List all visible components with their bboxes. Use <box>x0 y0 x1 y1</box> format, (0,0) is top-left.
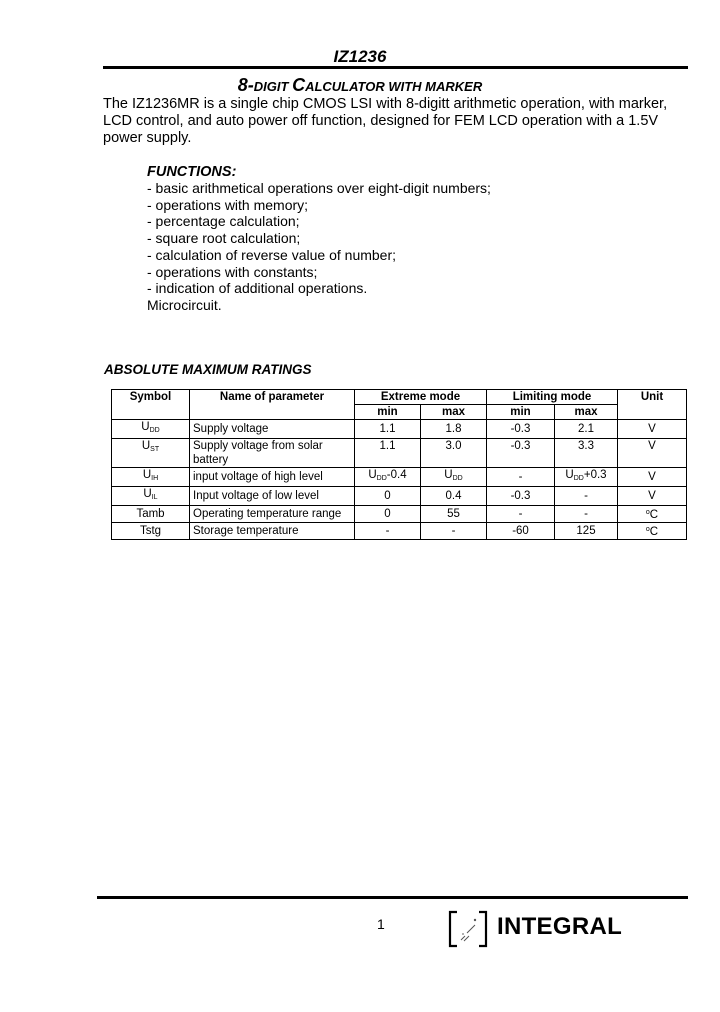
function-item: - percentage calculation; <box>147 213 300 230</box>
integral-logo-icon <box>448 910 488 948</box>
parameter-cell: Operating temperature range <box>190 506 355 523</box>
unit-cell: $^o$C <box>618 506 687 523</box>
extreme-max-cell: 3.0 <box>421 439 487 468</box>
table-row <box>112 523 687 540</box>
header-limiting-max: max <box>555 405 618 420</box>
limiting-max-cell: - <box>555 506 618 523</box>
extreme-min-cell: 1.1 <box>355 439 421 468</box>
parameter-cell: input voltage of high level <box>190 468 355 487</box>
table-row <box>112 439 687 468</box>
header-unit: Unit <box>618 390 687 420</box>
limiting-min-cell: -0.3 <box>487 420 555 439</box>
extreme-min-cell: 1.1 <box>355 420 421 439</box>
page-number: 1 <box>377 916 385 932</box>
function-item: - square root calculation; <box>147 230 301 247</box>
unit-cell: $^o$C <box>618 523 687 540</box>
subtitle-initial: C <box>292 75 306 95</box>
header-limiting: Limiting mode <box>487 390 618 405</box>
extreme-min-cell: 0 <box>355 506 421 523</box>
table-row <box>112 420 687 439</box>
limiting-max-cell: $U_{DD}+0.3$ <box>555 468 618 487</box>
parameter-cell: Supply voltage <box>190 420 355 439</box>
function-item: - basic arithmetical operations over eight-digit numbers; <box>147 180 491 196</box>
top-rule <box>103 66 688 69</box>
unit-cell: V <box>618 420 687 439</box>
subtitle-dash: - <box>247 75 254 95</box>
bottom-rule <box>97 896 688 899</box>
unit-cell: V <box>618 468 687 487</box>
symbol-cell: $U_{DD}$ <box>112 420 190 439</box>
symbol-cell: $U_{IL}$ <box>112 487 190 506</box>
extreme-min-cell: - <box>355 523 421 540</box>
header-symbol: Symbol <box>112 390 190 420</box>
function-item: - operations with memory; <box>147 196 309 213</box>
header-name: Name of parameter <box>190 390 355 420</box>
limiting-min-cell: -60 <box>487 523 555 540</box>
parameter-cell: Storage temperature <box>190 523 355 540</box>
extreme-max-cell: - <box>421 523 487 540</box>
parameter-cell: Input voltage of low level <box>190 487 355 506</box>
function-item: - calculation of reverse value of number; <box>147 246 397 263</box>
table-row <box>112 506 687 523</box>
header-extreme-max: max <box>421 405 487 420</box>
document-title: IZ1236 <box>333 47 387 66</box>
limiting-max-cell: 2.1 <box>555 420 618 439</box>
subtitle-rest: ALCULATOR WITH MARKER <box>305 79 483 94</box>
functions-list <box>147 180 491 314</box>
limiting-min-cell: - <box>487 468 555 487</box>
symbol-cell: Tamb <box>112 506 190 523</box>
subtitle-digit-word: DIGIT <box>253 79 293 94</box>
document-subtitle <box>0 75 720 96</box>
intro-paragraph: The IZ1236MR is a single chip CMOS LSI with 8-digitt arithmetic operation, with marker, LCD control, and auto power off function, designed for FEM LCD operation with a 1.5V power supply. <box>103 96 668 146</box>
subtitle-digit-count: 8 <box>237 75 248 95</box>
table-row <box>112 468 687 487</box>
extreme-min-cell: 0 <box>355 487 421 506</box>
brand-name: INTEGRAL <box>497 913 623 940</box>
functions-heading: FUNCTIONS: <box>147 164 237 180</box>
symbol-cell: $U_{ST}$ <box>112 439 190 468</box>
ratings-heading: ABSOLUTE MAXIMUM RATINGS <box>104 362 312 377</box>
function-item: - indication of additional operations. <box>147 280 368 297</box>
header-limiting-min: min <box>487 405 555 420</box>
extreme-max-cell: 55 <box>421 506 487 523</box>
extreme-max-cell: $U_{DD}$ <box>421 468 487 487</box>
parameter-cell: Supply voltage from solar battery <box>190 439 355 468</box>
symbol-cell: $U_{IH}$ <box>112 468 190 487</box>
symbol-cell: Tstg <box>112 523 190 540</box>
table-header-row <box>112 390 687 405</box>
extreme-min-cell: $U_{DD}-0.4$ <box>355 468 421 487</box>
extreme-max-cell: 1.8 <box>421 420 487 439</box>
function-item: - operations with constants; <box>147 263 318 280</box>
table-row <box>112 487 687 506</box>
limiting-min-cell: -0.3 <box>487 439 555 468</box>
limiting-max-cell: 3.3 <box>555 439 618 468</box>
header-extreme: Extreme mode <box>355 390 487 405</box>
unit-cell: V <box>618 487 687 506</box>
function-item: Microcircuit. <box>147 296 222 313</box>
unit-cell: V <box>618 439 687 468</box>
ratings-table <box>111 389 687 540</box>
extreme-max-cell: 0.4 <box>421 487 487 506</box>
limiting-min-cell: - <box>487 506 555 523</box>
header-extreme-min: min <box>355 405 421 420</box>
limiting-min-cell: -0.3 <box>487 487 555 506</box>
limiting-max-cell: - <box>555 487 618 506</box>
limiting-max-cell: 125 <box>555 523 618 540</box>
